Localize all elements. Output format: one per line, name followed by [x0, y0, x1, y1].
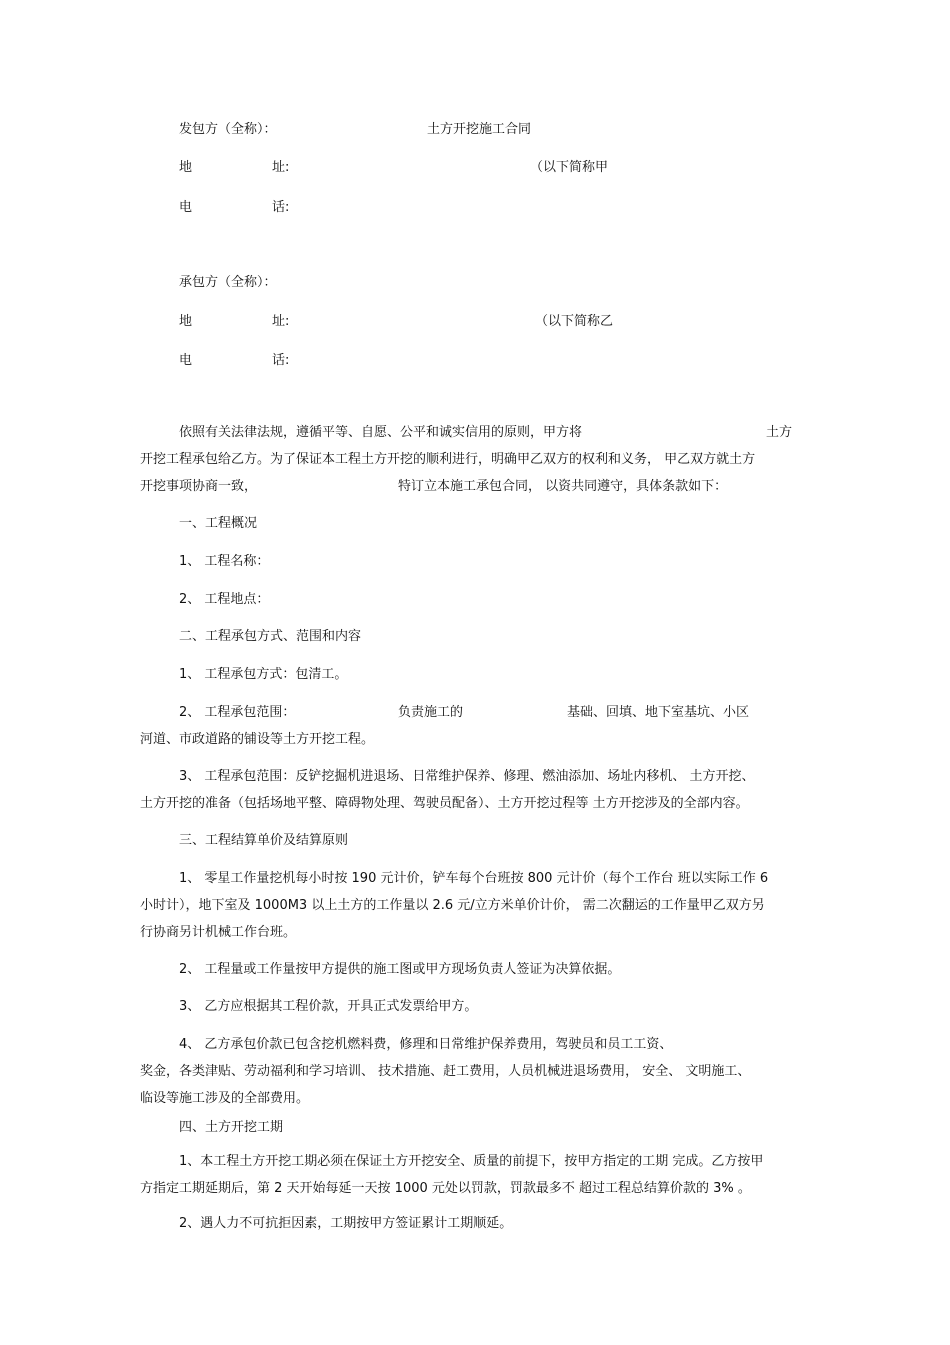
intro-line-1b: 土方: [766, 425, 793, 440]
employer-address-label-2: 址:: [272, 160, 290, 175]
contractor-address-label-1: 地: [179, 314, 193, 329]
employer-phone-label-1: 电: [179, 200, 193, 215]
section-3-item-2: 2、 工程量或工作量按甲方提供的施工图或甲方现场负责人签证为决算依据。: [179, 962, 621, 977]
employer-address-label-1: 地: [179, 160, 193, 175]
section-2-item-2b: 负责施工的: [398, 705, 464, 720]
section-2-item-2d: 河道、市政道路的铺设等土方开挖工程。: [140, 732, 375, 747]
contractor-abbr: （以下简称乙: [535, 314, 614, 329]
employer-label: 发包方（全称）：: [179, 122, 277, 137]
section-3-item-1c: 行协商另计机械工作台班。: [140, 925, 297, 940]
employer-abbr: （以下简称甲: [530, 160, 609, 175]
section-1-item-1: 1、 工程名称：: [179, 554, 270, 569]
section-2-item-2c: 基础、回填、地下室基坑、小区: [567, 705, 750, 720]
section-4-item-1a: 1、本工程土方开挖工期必须在保证土方开挖安全、质量的前提下，按甲方指定的工期 完成。乙方按甲: [179, 1154, 764, 1169]
section-4-item-1b: 方指定工期延期后，第 2 天开始每延一天按 1000 元处以罚款，罚款最多不 超过工程总结算价款的 3% 。: [140, 1181, 751, 1196]
employer-phone-label-2: 话:: [272, 200, 290, 215]
section-2-item-3b: 土方开挖的准备（包括场地平整、障碍物处理、驾驶员配备）、土方开挖过程等 土方开挖涉及的全部内容。: [140, 796, 749, 811]
intro-line-3a: 开挖事项协商一致，: [140, 479, 258, 494]
section-3-item-4c: 临设等施工涉及的全部费用。: [140, 1091, 310, 1106]
section-2-item-1: 1、 工程承包方式：包清工。: [179, 667, 348, 682]
section-2-item-2a: 2、 工程承包范围：: [179, 705, 296, 720]
section-4-item-2: 2、遇人力不可抗拒因素，工期按甲方签证累计工期顺延。: [179, 1216, 513, 1231]
contract-title: 土方开挖施工合同: [427, 122, 532, 137]
intro-line-2: 开挖工程承包给乙方。为了保证本工程土方开挖的顺利进行，明确甲乙双方的权利和义务， 甲乙双方就土方: [140, 452, 756, 467]
intro-line-1a: 依照有关法律法规，遵循平等、自愿、公平和诚实信用的原则，甲方将: [179, 425, 583, 440]
section-4-title: 四、土方开挖工期: [179, 1120, 284, 1135]
section-2-item-3a: 3、 工程承包范围：反铲挖掘机进退场、日常维护保养、修理、燃油添加、场址内移机、 土方开挖、: [179, 769, 755, 784]
section-1-title: 一、工程概况: [179, 516, 258, 531]
section-3-item-4b: 奖金，各类津贴、劳动福利和学习培训、 技术措施、赶工费用，人员机械进退场费用， 安全、 文明施工、: [140, 1064, 751, 1079]
contractor-phone-label-1: 电: [179, 353, 193, 368]
contractor-address-label-2: 址:: [272, 314, 290, 329]
section-3-item-1b: 小时计），地下室及 1000M3 以上土方的工作量以 2.6 元/立方米单价计价， 需二次翻运的工作量甲乙双方另: [140, 898, 765, 913]
contractor-phone-label-2: 话:: [272, 353, 290, 368]
contractor-label: 承包方（全称）：: [179, 275, 277, 290]
section-3-item-4a: 4、 乙方承包价款已包含挖机燃料费，修理和日常维护保养费用，驾驶员和员工工资、: [179, 1037, 673, 1052]
section-3-title: 三、工程结算单价及结算原则: [179, 833, 349, 848]
intro-line-3b: 特订立本施工承包合同， 以资共同遵守，具体条款如下：: [398, 479, 728, 494]
section-1-item-2: 2、 工程地点：: [179, 592, 270, 607]
section-3-item-3: 3、 乙方应根据其工程价款，开具正式发票给甲方。: [179, 999, 478, 1014]
section-2-title: 二、工程承包方式、范围和内容: [179, 629, 362, 644]
section-3-item-1a: 1、 零星工作量挖机每小时按 190 元计价，铲车每个台班按 800 元计价（每个工作台 班以实际工作 6: [179, 871, 769, 886]
